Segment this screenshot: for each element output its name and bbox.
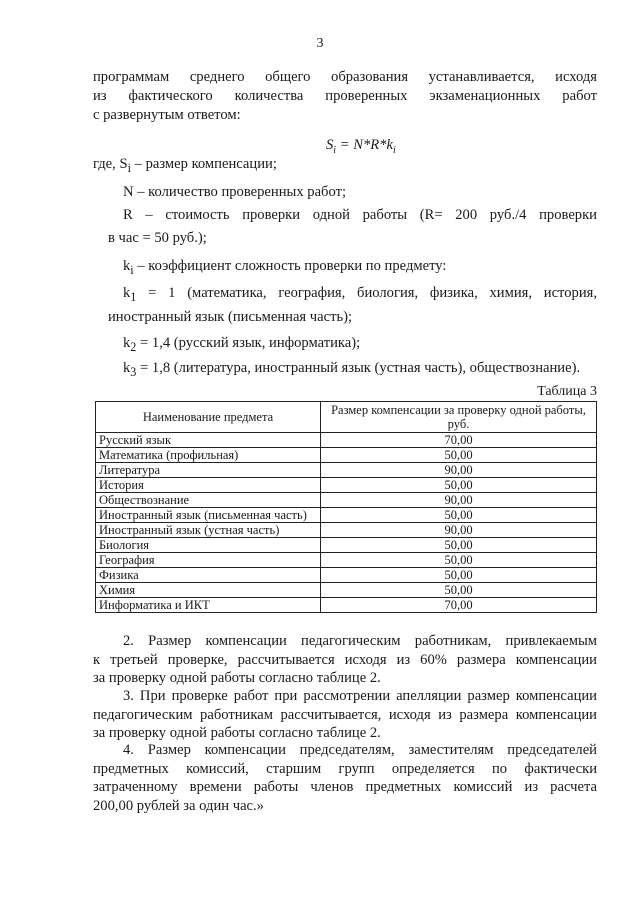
definition-k1-line-2: иностранный язык (письменная часть);	[108, 309, 353, 325]
subject-name: Физика	[96, 568, 321, 583]
table-row	[96, 463, 597, 478]
paragraph-3-line-1: 3. При проверке работ при рассмотрении апелляции размер компенсации	[123, 688, 597, 704]
compensation-value: 50,00	[321, 508, 597, 523]
paragraph-4-line-2: предметных комиссий, старшим групп определяется по фактически	[93, 760, 597, 777]
definition-n: N – количество проверенных работ;	[123, 184, 347, 200]
definition-k1-text: $k_1 = 1$ (математика, география, биология, физика, химия, история,	[123, 285, 597, 304]
paragraph-3	[93, 687, 597, 743]
table-row	[96, 448, 597, 463]
subject-name: Обществознание	[96, 493, 321, 508]
table-body	[96, 433, 597, 613]
table-row	[96, 538, 597, 553]
compensation-value: 90,00	[321, 463, 597, 478]
compensation-value: 50,00	[321, 553, 597, 568]
definition-r-line-1: R – стоимость проверки одной работы (R= 200 руб./4 проверки	[123, 207, 597, 223]
table-row	[96, 478, 597, 493]
table-row	[96, 493, 597, 508]
compensation-value: 50,00	[321, 568, 597, 583]
definition-si-text: где, $S_i$ – размер компенсации;	[93, 156, 277, 175]
paragraph-2	[93, 632, 597, 688]
table-row	[96, 598, 597, 613]
compensation-value: 90,00	[321, 493, 597, 508]
subject-name: История	[96, 478, 321, 493]
definition-si	[93, 155, 277, 178]
paragraph-4-line-3: затраченному времени работы членов предметных комиссий из расчета	[93, 779, 597, 795]
compensation-table	[95, 401, 597, 613]
compensation-value: 50,00	[321, 583, 597, 598]
subject-name: Химия	[96, 583, 321, 598]
table-row	[96, 523, 597, 538]
compensation-value: 50,00	[321, 478, 597, 493]
compensation-value: 90,00	[321, 523, 597, 538]
subject-name: Математика (профильная)	[96, 448, 321, 463]
intro-line-2: из фактического количества проверенных экзаменационных работ	[93, 88, 597, 104]
paragraph-4-line-4: 200,00 рублей за один час.»	[93, 797, 264, 814]
intro-line-1: программам среднего общего образования устанавливается, исходя	[93, 69, 597, 85]
compensation-formula	[326, 137, 396, 156]
definition-ki-text: $k_i$ – коэффициент сложность проверки по предмету:	[123, 258, 447, 277]
header-compensation: Размер компенсации за проверку одной работы, руб.	[321, 402, 597, 433]
paragraph-3-line-3: за проверку одной работы согласно таблице 2.	[93, 725, 381, 741]
subject-name: Литература	[96, 463, 321, 478]
compensation-value: 70,00	[321, 433, 597, 448]
table-row	[96, 583, 597, 598]
compensation-value: 50,00	[321, 538, 597, 553]
header-subject: Наименование предмета	[96, 402, 321, 433]
paragraph-2-line-3: за проверку одной работы согласно таблице 2.	[93, 670, 381, 686]
subject-name: Информатика и ИКТ	[96, 598, 321, 613]
subject-name: География	[96, 553, 321, 568]
definition-ki	[123, 257, 446, 280]
formula-text: $S_i = N*R*k_i$	[326, 137, 396, 156]
paragraph-4	[93, 741, 597, 815]
paragraph-3-line-2: педагогическим работникам рассчитывается, исходя из размера компенсации	[93, 706, 597, 723]
subject-name: Биология	[96, 538, 321, 553]
definition-k1-line-1	[123, 284, 597, 307]
compensation-value: 70,00	[321, 598, 597, 613]
table-row	[96, 553, 597, 568]
table-row	[96, 568, 597, 583]
subject-name: Иностранный язык (письменная часть)	[96, 508, 321, 523]
compensation-value: 50,00	[321, 448, 597, 463]
paragraph-2-line-1: 2. Размер компенсации педагогическим работникам, привлекаемым	[123, 633, 597, 649]
paragraph-4-line-1: 4. Размер компенсации председателям, заместителям председателей	[123, 742, 597, 758]
definition-k2	[123, 334, 360, 357]
definition-k3	[123, 359, 580, 382]
definition-r-line-2: в час = 50 руб.);	[108, 230, 207, 246]
table-row	[96, 508, 597, 523]
definition-k2-text: $k_2 = 1,4$ (русский язык, информатика);	[123, 335, 361, 354]
subject-name: Русский язык	[96, 433, 321, 448]
intro-line-3: с развернутым ответом:	[93, 107, 241, 123]
table-row	[96, 433, 597, 448]
page-number: 3	[316, 36, 324, 51]
subject-name: Иностранный язык (устная часть)	[96, 523, 321, 538]
paragraph-2-line-2: к третьей проверке, рассчитывается исходя из 60% размера компенсации	[93, 651, 597, 668]
definition-k3-text: $k_3 = 1,8$ (литература, иностранный язык (устная часть), обществознание).	[123, 360, 581, 379]
table-header-row	[96, 402, 597, 433]
table-caption: Таблица 3	[537, 384, 597, 399]
